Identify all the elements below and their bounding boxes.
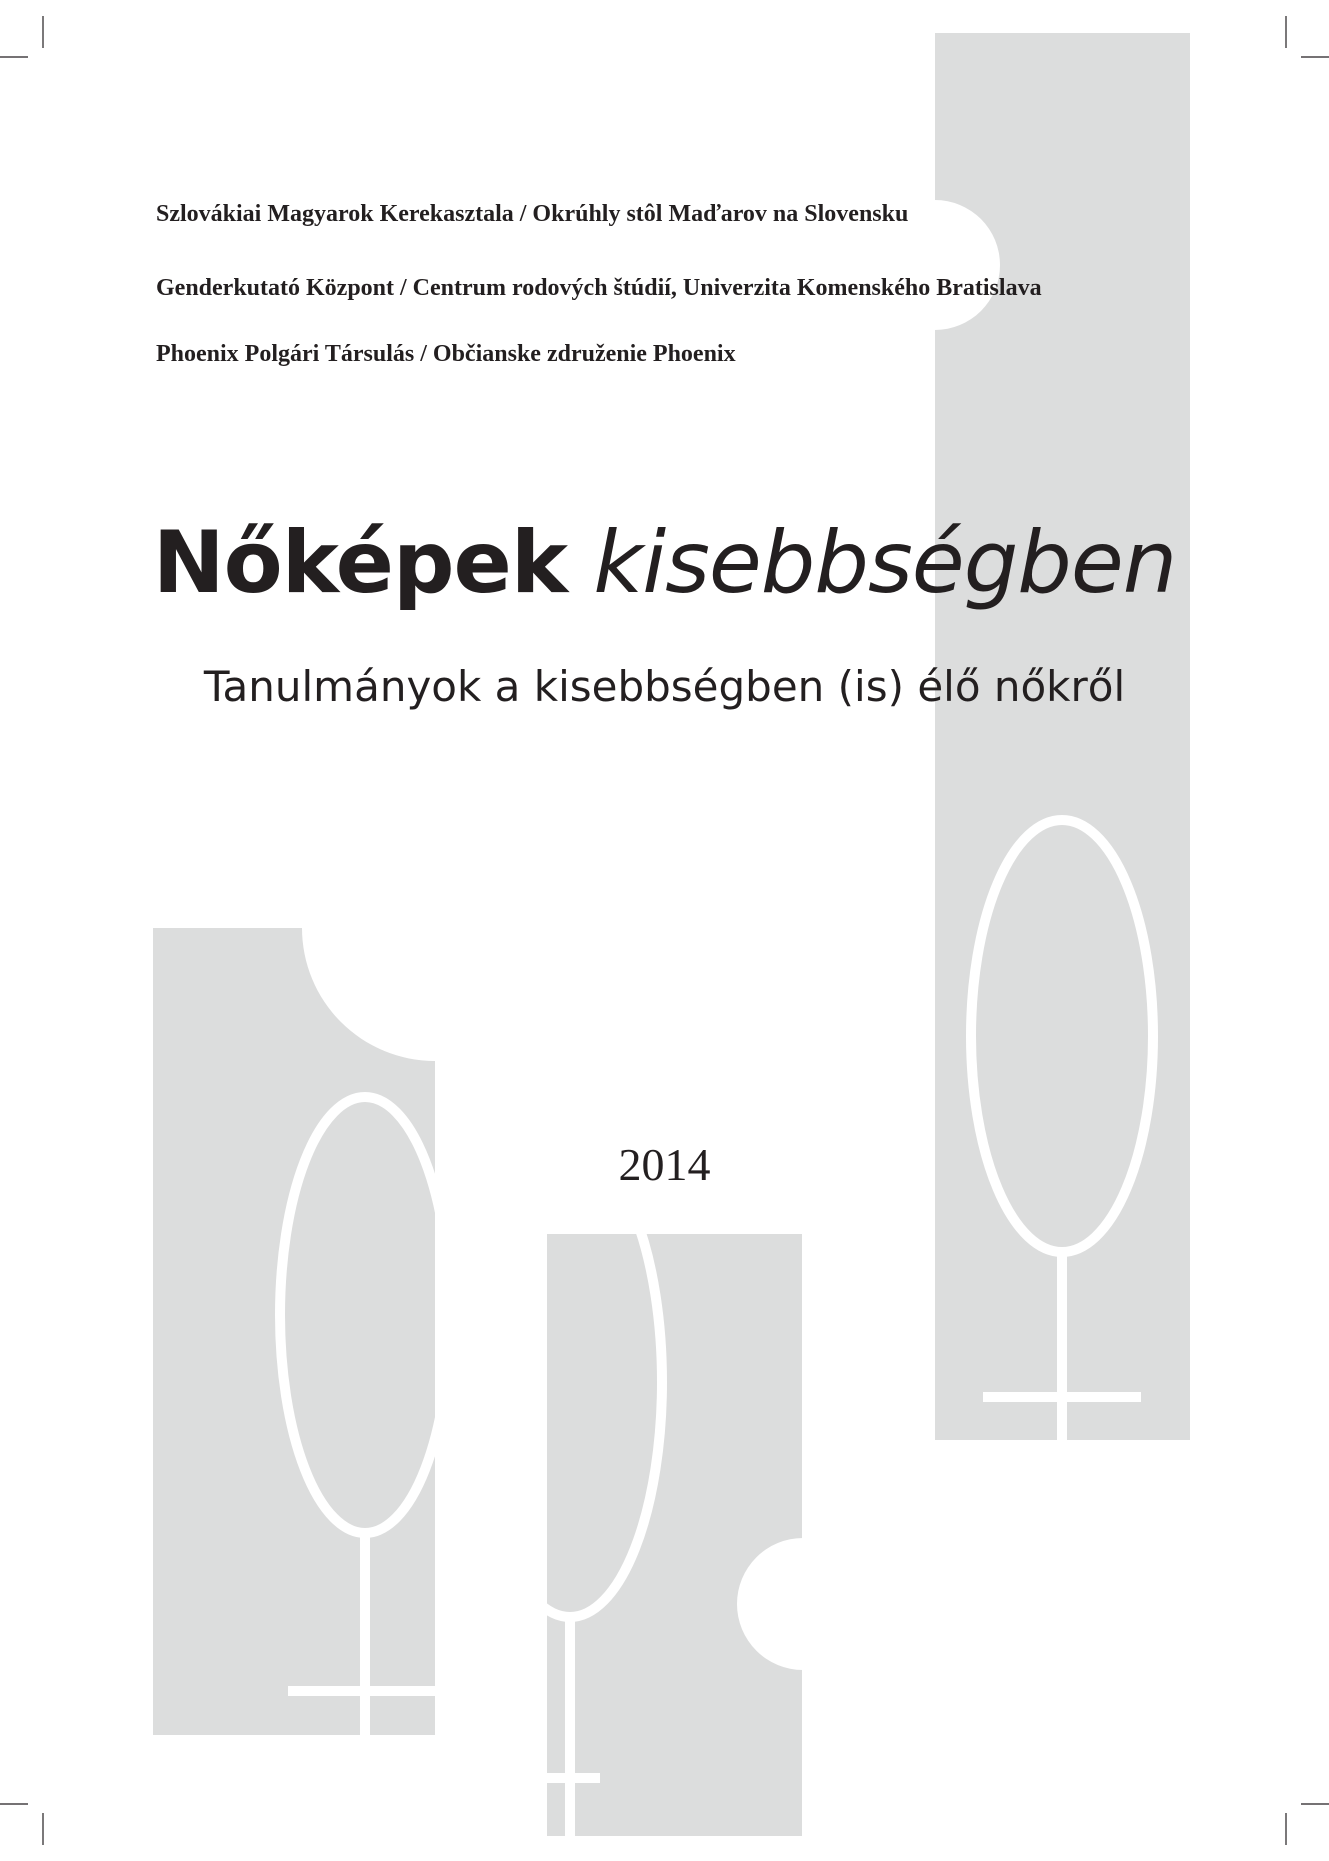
panel-middle: [547, 1234, 869, 1836]
organization-line-3: Phoenix Polgári Társulás / Občianske združenie Phoenix: [156, 341, 736, 367]
title-bold-part: Nőképek: [152, 513, 568, 613]
organization-line-1: Szlovákiai Magyarok Kerekasztala / Okrúhly stôl Maďarov na Slovensku: [156, 201, 909, 227]
panel-left: [153, 928, 435, 1735]
publication-year: 2014: [618, 1139, 711, 1190]
book-title: [0, 513, 1329, 613]
book-subtitle: Tanulmányok a kisebbségben (is) élő nőkről: [203, 662, 1126, 711]
panel-right: [870, 33, 1190, 1440]
title-italic-part: kisebbségben: [593, 513, 1177, 613]
organization-line-2: Genderkutató Központ / Centrum rodových štúdií, Univerzita Komenského Bratislava: [156, 275, 1042, 301]
